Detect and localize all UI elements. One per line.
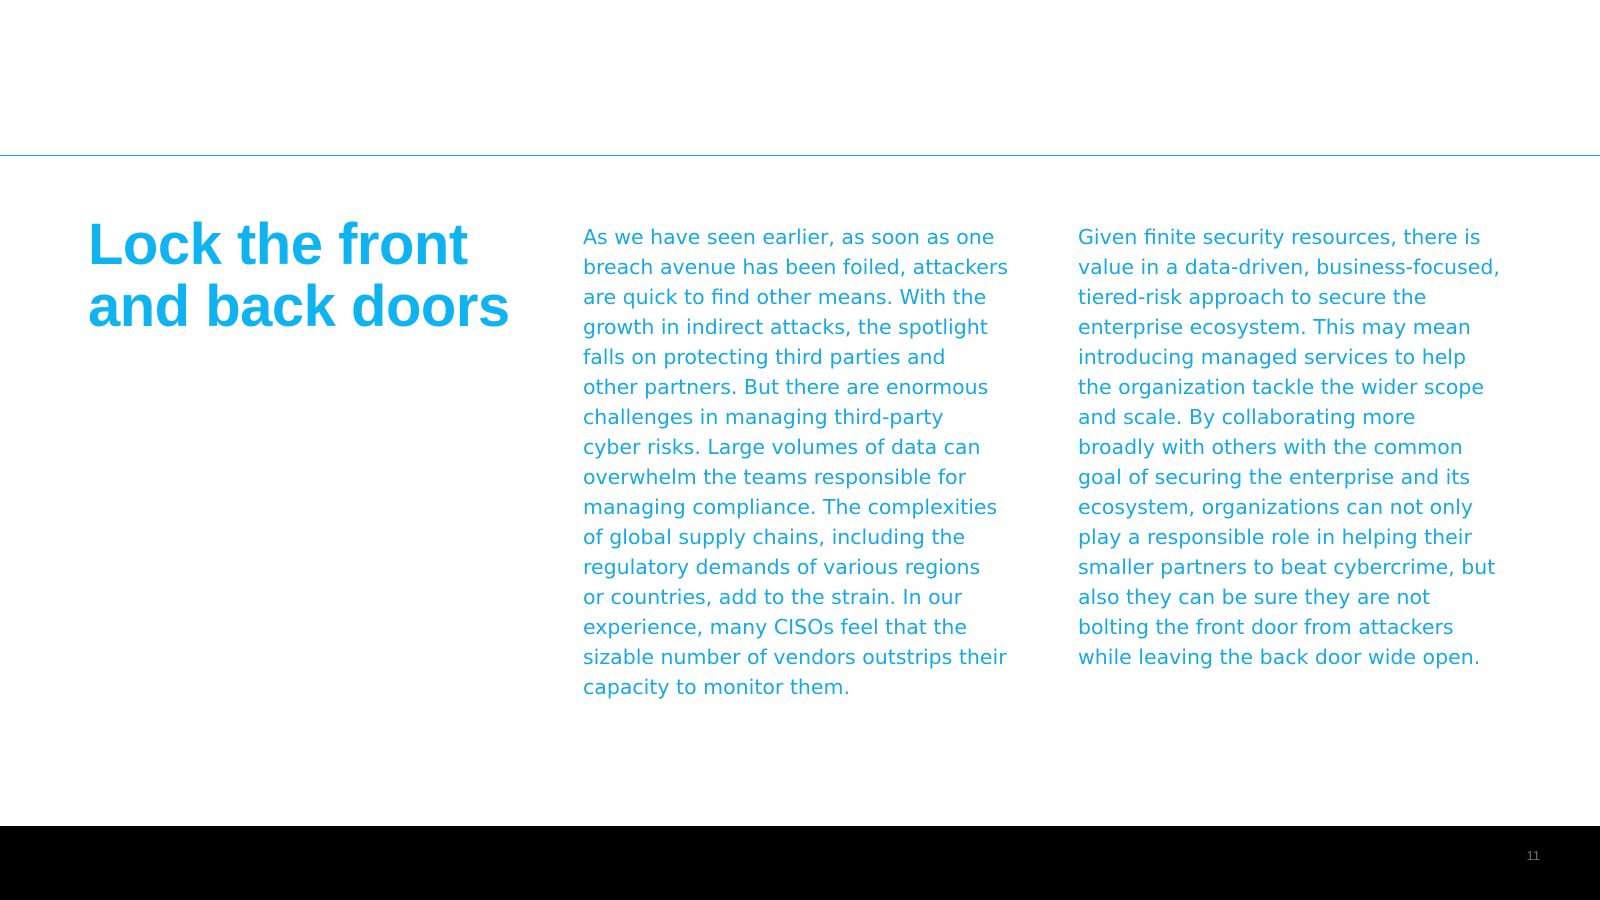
title-line-1: Lock the front xyxy=(88,212,468,277)
text-line: play a responsible role in helping their xyxy=(1078,525,1472,549)
text-line: managing compliance. The complexities xyxy=(583,495,998,519)
text-line: bolting the front door from attackers xyxy=(1078,615,1454,639)
text-line: Given finite security resources, there is xyxy=(1078,225,1481,249)
text-line: ecosystem, organizations can not only xyxy=(1078,495,1474,519)
text-line: the organization tackle the wider scope xyxy=(1078,375,1485,399)
text-line: broadly with others with the common xyxy=(1078,435,1463,459)
text-line: regulatory demands of various regions xyxy=(583,555,981,579)
text-line: and scale. By collaborating more xyxy=(1078,405,1416,429)
text-line: breach avenue has been foiled, attackers xyxy=(583,255,1009,279)
text-line: while leaving the back door wide open. xyxy=(1078,645,1481,669)
text-line: capacity to monitor them. xyxy=(583,675,851,699)
text-line: or countries, add to the strain. In our xyxy=(583,585,963,609)
text-line: value in a data-driven, business-focused, xyxy=(1078,255,1500,279)
page-title xyxy=(88,214,558,338)
text-line: are quick to find other means. With the xyxy=(583,285,987,309)
text-line: As we have seen earlier, as soon as one xyxy=(583,225,995,249)
text-line: introducing managed services to help xyxy=(1078,345,1467,369)
text-line: smaller partners to beat cybercrime, but xyxy=(1078,555,1496,579)
body-column-right xyxy=(1078,222,1540,672)
text-line: other partners. But there are enormous xyxy=(583,375,989,399)
header-divider xyxy=(0,155,1600,156)
text-line: cyber risks. Large volumes of data can xyxy=(583,435,981,459)
text-line: also they can be sure they are not xyxy=(1078,585,1431,609)
text-line: goal of securing the enterprise and its xyxy=(1078,465,1471,489)
text-line: tiered-risk approach to secure the xyxy=(1078,285,1427,309)
text-line: growth in indirect attacks, the spotlight xyxy=(583,315,988,339)
text-line: experience, many CISOs feel that the xyxy=(583,615,967,639)
footer-bar xyxy=(0,826,1600,900)
text-line: challenges in managing third-party xyxy=(583,405,944,429)
text-line: enterprise ecosystem. This may mean xyxy=(1078,315,1471,339)
text-line: sizable number of vendors outstrips their xyxy=(583,645,1007,669)
text-line: of global supply chains, including the xyxy=(583,525,966,549)
text-line: falls on protecting third parties and xyxy=(583,345,946,369)
page-number: 11 xyxy=(1526,848,1540,863)
body-column-left xyxy=(583,222,1045,702)
title-line-2: and back doors xyxy=(88,274,510,339)
text-line: overwhelm the teams responsible for xyxy=(583,465,967,489)
